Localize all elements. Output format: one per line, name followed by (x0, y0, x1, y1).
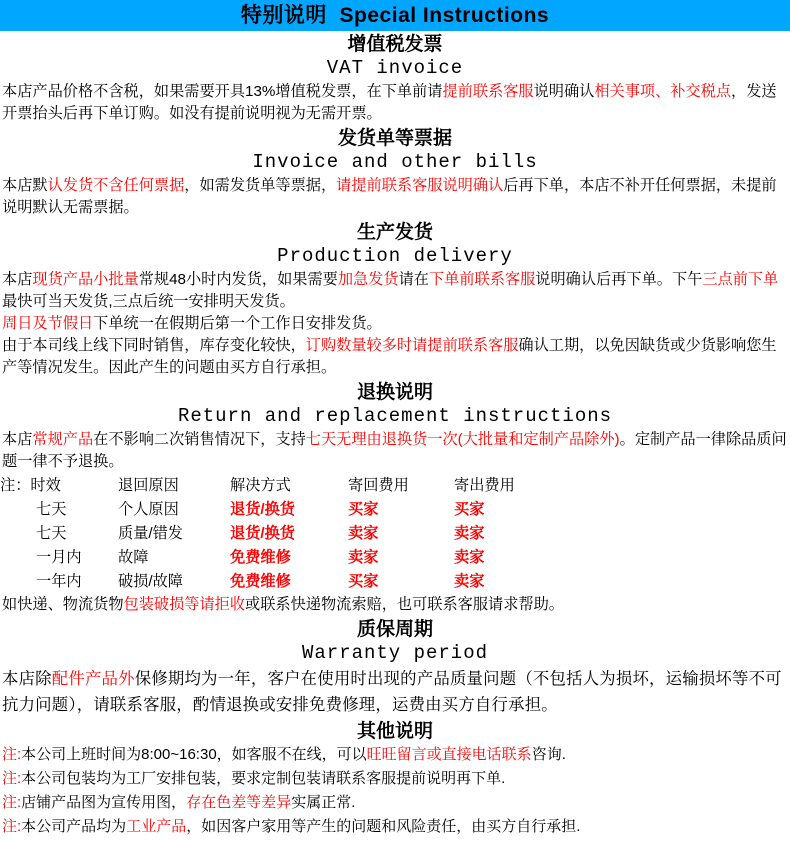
note-highlight: 旺旺留言或直接电话联系 (366, 746, 532, 763)
table-row (0, 570, 560, 594)
bills-paragraph (0, 175, 790, 219)
return-highlight-1: 常规产品 (32, 431, 94, 448)
table-header-period: 注：时效 (0, 477, 61, 494)
warranty-text-2: 保修期均为一年，客户在使用时出现的产品质量问题（不包括人为损坏，运输损坏等不可抗力问题），请联系客服，酌情退换或安排免费修理，运费由买方自行承担。 (2, 670, 782, 714)
row-solution: 免费维修 (230, 573, 291, 590)
vat-text-highlight-2: 相关事项、补交税点 (594, 83, 732, 100)
return-highlight-2: 七天无理由退换货一次(大批量和定制产品除外) (305, 431, 620, 448)
row-return-fee: 买家 (348, 573, 379, 590)
delivery-text-7: 由于本司线上线下同时销售，库存变化较快， (2, 337, 306, 354)
vat-text-3: ，发送开票抬头后再下单订购。如没有提前说明视为无需开票。 (2, 83, 777, 122)
note-text-2: 咨询. (531, 746, 566, 763)
return-policy-table (0, 474, 560, 594)
section-return-replacement (0, 381, 790, 616)
note-text-1: 店铺产品图为宣传用图， (21, 794, 187, 811)
page-header-banner (0, 0, 790, 31)
row-reason: 故障 (118, 549, 149, 566)
section-heading-cn-warranty: 质保周期 (356, 619, 433, 640)
delivery-highlight-2: 加急发货 (337, 271, 399, 288)
row-period: 一年内 (36, 573, 82, 590)
vat-paragraph (0, 81, 790, 125)
delivery-text-1: 本店 (2, 271, 33, 288)
bills-text-highlight-2: 请提前联系客服说明确认 (336, 177, 504, 194)
table-header-return-fee: 寄回费用 (348, 477, 409, 494)
section-production-delivery (0, 221, 790, 379)
delivery-highlight-3: 下单前联系客服 (428, 271, 536, 288)
section-vat-invoice (0, 33, 790, 125)
section-invoice-bills (0, 127, 790, 219)
note-text-1: 本公司上班时间为8:00~16:30，如客服不在线，可以 (21, 746, 367, 763)
vat-text-2: 说明确认 (533, 83, 595, 100)
note-item (0, 743, 790, 767)
section-heading-cn-return: 退换说明 (356, 382, 433, 403)
note-label: 注: (2, 794, 22, 811)
note-text-1: 本公司包装均为工厂安排包装，要求定制包装请联系客服提前说明再下单. (21, 770, 506, 787)
row-send-fee: 买家 (454, 501, 485, 518)
delivery-text-4: 说明确认后再下单。下午 (535, 271, 703, 288)
row-solution: 退货/换货 (230, 525, 295, 542)
section-heading-en-warranty: Warranty period (301, 642, 489, 664)
delivery-text-5: 最快可当天发货,三点后统一安排明天发货。 (2, 293, 295, 310)
row-send-fee: 卖家 (454, 573, 485, 590)
note-text-1: 本公司产品均为 (21, 818, 127, 835)
delivery-paragraph-3 (0, 335, 790, 379)
section-heading-en-return: Return and replacement instructions (177, 405, 613, 427)
note-item (0, 767, 790, 791)
section-heading-en-vat: VAT invoice (326, 57, 464, 79)
delivery-highlight-4: 三点前下单 (702, 271, 779, 288)
note-label: 注: (2, 818, 22, 835)
section-other-instructions (0, 720, 790, 839)
vat-text-1: 本店产品价格不含税，如果需要开具13%增值税发票，在下单前请 (2, 83, 443, 100)
return-paragraph (0, 429, 790, 473)
return-text-2: 在不影响二次销售情况下，支持 (93, 431, 306, 448)
shipping-damage-highlight: 包装破损等请拒收 (123, 596, 245, 613)
note-text-2: ，如因客户家用等产生的问题和风险责任，由买方自行承担. (186, 818, 581, 835)
warranty-paragraph (0, 666, 790, 718)
bills-text-3: 后再下单，本店不补开任何票据，未提前说明默认无需票据。 (2, 177, 777, 216)
note-text-2: 实属正常. (291, 794, 356, 811)
row-solution: 退货/换货 (230, 501, 295, 518)
row-return-fee: 卖家 (348, 525, 379, 542)
section-heading-en-delivery: Production delivery (277, 245, 513, 267)
section-heading-cn-vat: 增值税发票 (347, 34, 443, 55)
delivery-highlight-6: 订购数量较多时请提前联系客服 (305, 337, 519, 354)
delivery-highlight-1: 现货产品小批量 (32, 271, 139, 288)
bills-text-1: 本店默 (2, 177, 48, 194)
table-row (0, 522, 560, 546)
delivery-text-8: 确认工期，以免因缺货或少货影响您生产等情况发生。因此产生的问题由买方自行承担。 (2, 337, 777, 376)
row-period: 一月内 (36, 549, 82, 566)
shipping-damage-paragraph (0, 594, 790, 616)
delivery-text-3: 请在 (398, 271, 429, 288)
table-header-reason: 退回原因 (118, 477, 179, 494)
bills-text-highlight-1: 认发货不含任何票据 (47, 177, 185, 194)
table-row (0, 498, 560, 522)
row-reason: 破损/故障 (118, 573, 183, 590)
table-header-solution: 解决方式 (230, 477, 291, 494)
bills-text-2: ，如需发货单等票据， (184, 177, 337, 194)
section-heading-cn-other: 其他说明 (356, 721, 433, 742)
row-solution: 免费维修 (230, 549, 291, 566)
shipping-damage-text-2: 或联系快递物流索赔，也可联系客服请求帮助。 (245, 596, 564, 613)
vat-text-highlight-1: 提前联系客服 (442, 83, 534, 100)
table-row (0, 546, 560, 570)
section-heading-cn-bills: 发货单等票据 (337, 128, 452, 149)
note-highlight: 存在色差等差异 (186, 794, 292, 811)
note-label: 注: (2, 770, 22, 787)
warranty-highlight: 配件产品外 (51, 670, 135, 688)
table-header-send-fee: 寄出费用 (454, 477, 515, 494)
delivery-text-6: 下单统一在假期后第一个工作日安排发货。 (93, 315, 382, 332)
delivery-paragraph-1 (0, 269, 790, 313)
section-warranty-period (0, 618, 790, 718)
return-text-3: 。定制产品一律除品质问题一律不予退换。 (2, 431, 787, 470)
row-send-fee: 卖家 (454, 525, 485, 542)
delivery-paragraph-2 (0, 313, 790, 335)
note-highlight: 工业产品 (126, 818, 187, 835)
delivery-text-2: 常规48小时内发货，如果需要 (138, 271, 338, 288)
row-period: 七天 (36, 525, 67, 542)
page-title: 特别说明 Special Instructions (240, 4, 550, 27)
note-item (0, 791, 790, 815)
return-text-1: 本店 (2, 431, 33, 448)
row-reason: 个人原因 (118, 501, 179, 518)
delivery-highlight-5: 周日及节假日 (2, 315, 94, 332)
section-heading-cn-delivery: 生产发货 (356, 222, 433, 243)
note-label: 注: (2, 746, 22, 763)
row-return-fee: 卖家 (348, 549, 379, 566)
note-item (0, 815, 790, 839)
section-heading-en-bills: Invoice and other bills (252, 151, 538, 173)
warranty-text-1: 本店除 (2, 670, 52, 688)
row-send-fee: 卖家 (454, 549, 485, 566)
shipping-damage-text-1: 如快递、物流货物 (2, 596, 124, 613)
row-return-fee: 买家 (348, 501, 379, 518)
table-header-row (0, 474, 560, 498)
row-period: 七天 (36, 501, 67, 518)
row-reason: 质量/错发 (118, 525, 183, 542)
